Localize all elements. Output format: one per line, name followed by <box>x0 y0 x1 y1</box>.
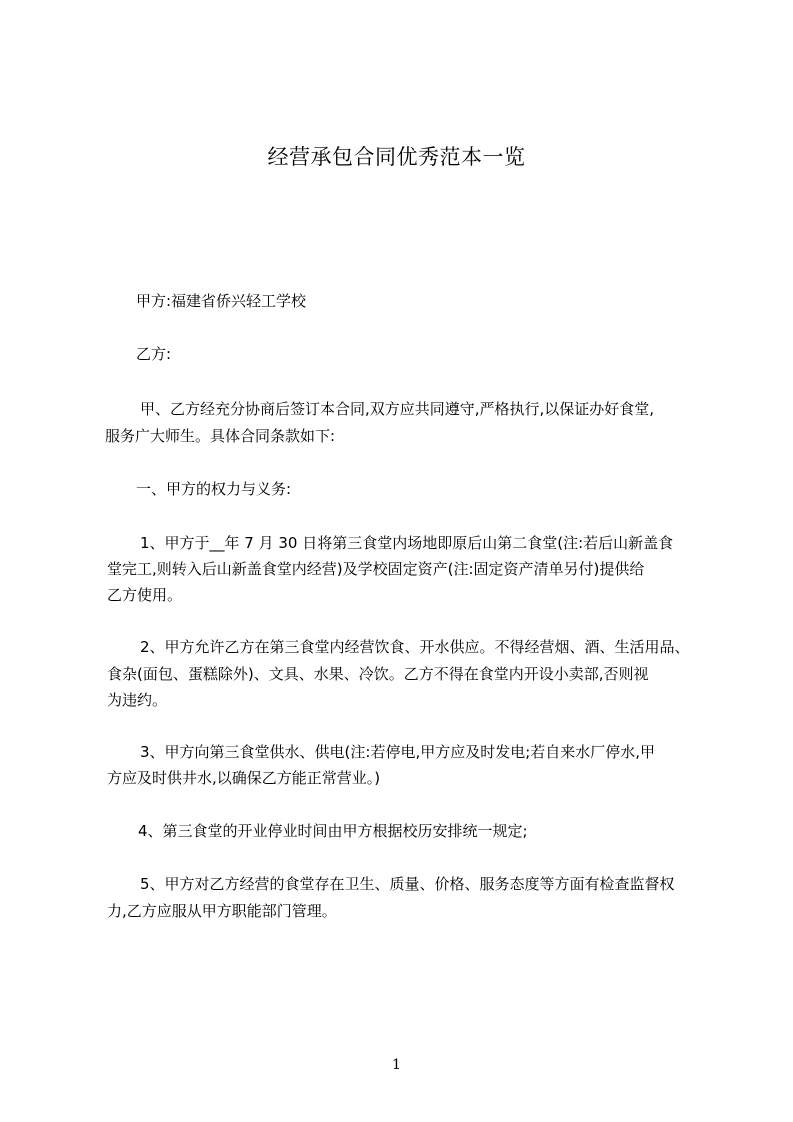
clause-1-line-3: 乙方使用。 <box>107 586 183 604</box>
clause-2-line-3: 为违约。 <box>107 691 168 709</box>
clause-1-line-1: 1、甲方于__年 7 月 30 日将第三食堂内场地即原后山第二食堂(注:若后山新盖食 <box>140 534 674 552</box>
clause-5-line-1: 5、甲方对乙方经营的食堂存在卫生、质量、价格、服务态度等方面有检查监督权 <box>140 875 675 893</box>
document-title: 经营承包合同优秀范本一览 <box>267 145 526 169</box>
intro-line-1: 甲、乙方经充分协商后签订本合同,双方应共同遵守,严格执行,以保证办好食堂, <box>140 400 655 418</box>
clause-2-line-1: 2、甲方允许乙方在第三食堂内经营饮食、开水供应。不得经营烟、酒、生活用品、 <box>140 638 690 656</box>
clause-3-line-1: 3、甲方向第三食堂供水、供电(注:若停电,甲方应及时发电;若自来水厂停水,甲 <box>140 743 656 761</box>
clause-2-line-2: 食杂(面包、蛋糕除外)、文具、水果、冷饮。乙方不得在食堂内开设小卖部,否则视 <box>107 665 649 683</box>
section-1-heading: 一、甲方的权力与义务: <box>136 480 292 498</box>
clause-3-line-2: 方应及时供井水,以确保乙方能正常营业。) <box>107 769 381 787</box>
party-a-line: 甲方:福建省侨兴轻工学校 <box>136 292 307 310</box>
party-b-line: 乙方: <box>136 345 172 363</box>
clause-4-line-1: 4、第三食堂的开业停业时间由甲方根据校历安排统一规定; <box>138 822 528 840</box>
intro-line-2: 服务广大师生。具体合同条款如下: <box>105 427 336 445</box>
page-number: 1 <box>392 1057 401 1073</box>
clause-1-line-2: 堂完工,则转入后山新盖食堂内经营)及学校固定资产(注:固定资产清单另付)提供给 <box>107 560 645 578</box>
clause-5-line-2: 力,乙方应服从甲方职能部门管理。 <box>107 902 337 920</box>
